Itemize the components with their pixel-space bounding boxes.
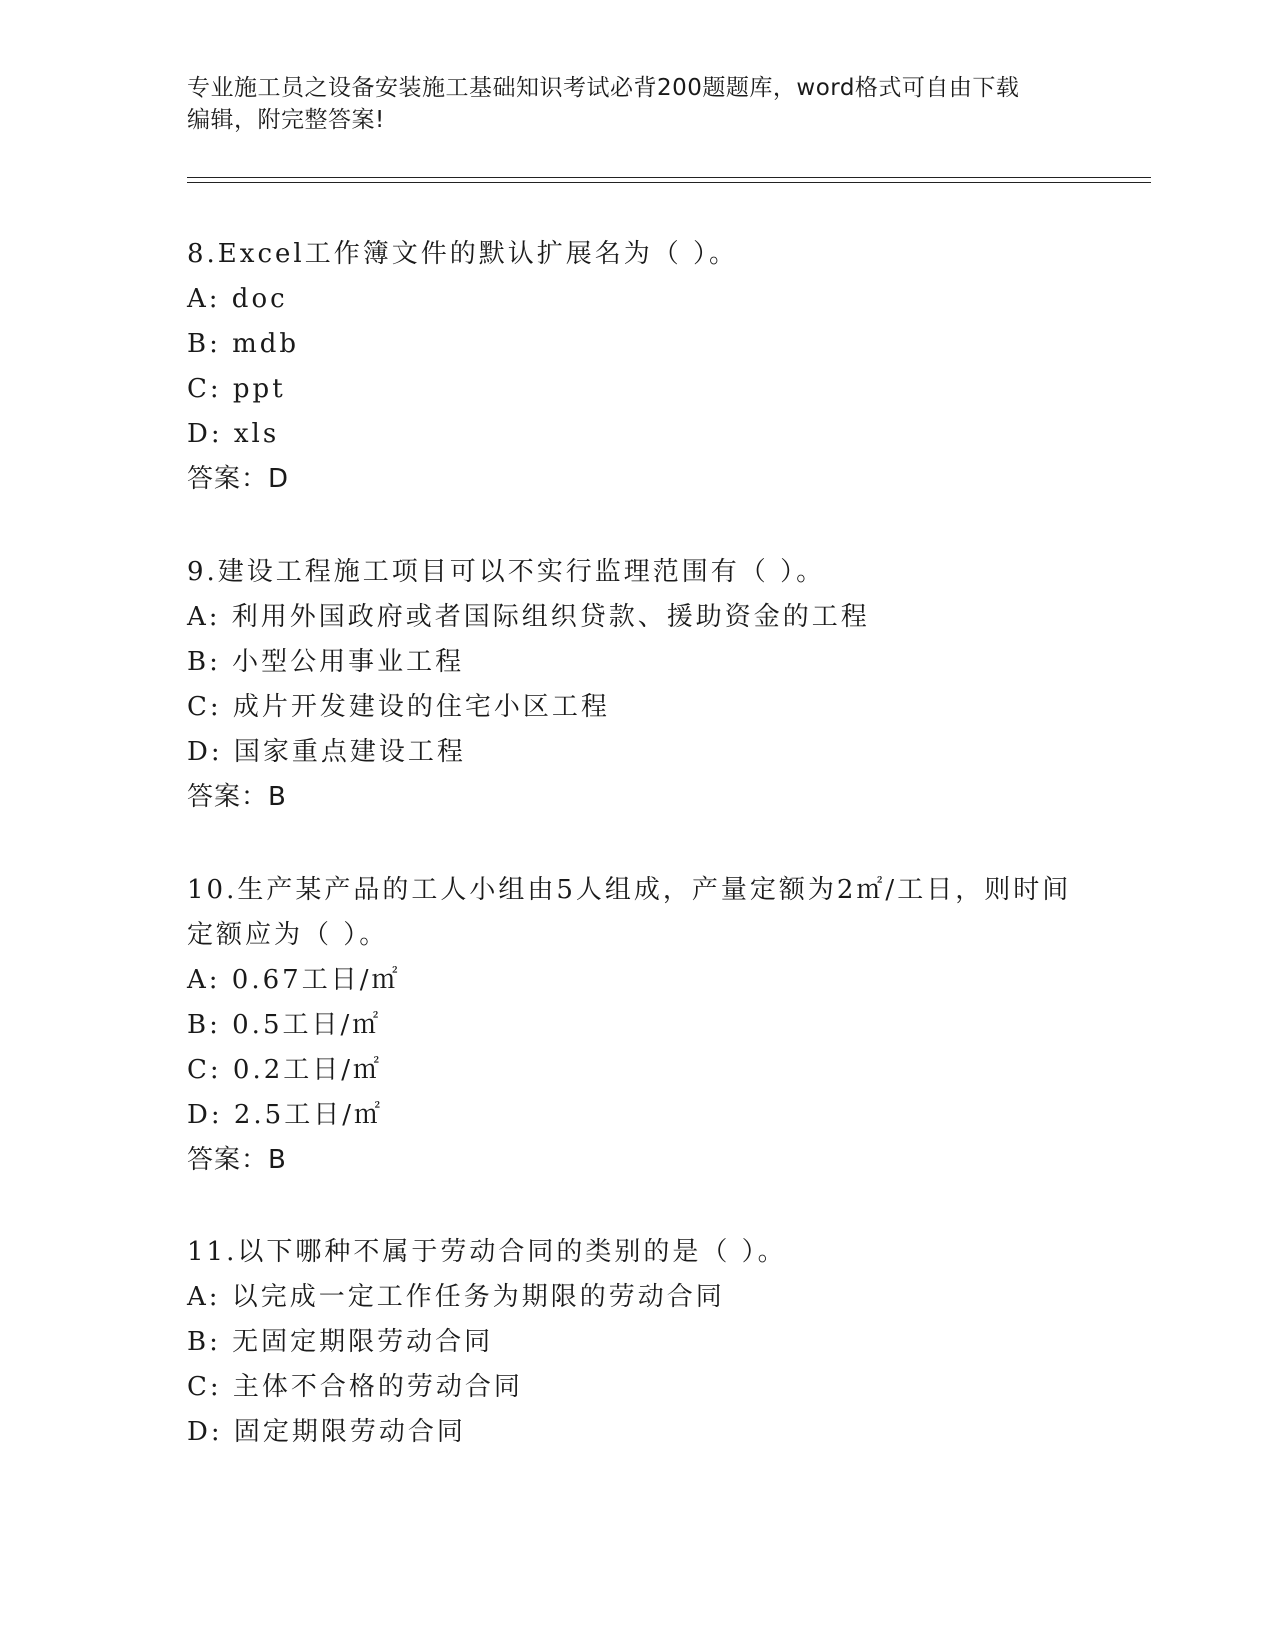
header-line-2: 编辑，附完整答案!	[187, 107, 385, 133]
question-stem: 8.Excel工作簿文件的默认扩展名为（ ）。	[187, 239, 738, 269]
option-b: B: mdb	[187, 329, 300, 359]
answer: 答案：B	[187, 1145, 287, 1175]
question-stem: 11.以下哪种不属于劳动合同的类别的是（ ）。	[187, 1237, 787, 1267]
option-a: A: 0.67工日/㎡	[187, 965, 401, 995]
option-a: A: doc	[187, 284, 288, 314]
question-stem-line-2: 定额应为（ ）。	[187, 920, 389, 950]
question-9	[187, 550, 1087, 820]
document-header	[187, 72, 1067, 136]
header-line-1: 专业施工员之设备安装施工基础知识考试必背200题题库，word格式可自由下载	[187, 75, 1020, 101]
option-d: D: xls	[187, 419, 280, 449]
option-d: D: 国家重点建设工程	[187, 737, 466, 767]
option-b: B: 小型公用事业工程	[187, 647, 465, 677]
option-d: D: 2.5工日/㎡	[187, 1100, 383, 1130]
question-8	[187, 232, 1087, 502]
option-a: A: 以完成一定工作任务为期限的劳动合同	[187, 1282, 725, 1312]
answer: 答案：D	[187, 464, 290, 494]
option-b: B: 0.5工日/㎡	[187, 1010, 382, 1040]
question-stem-line-1: 10.生产某产品的工人小组由5人组成，产量定额为2㎡/工日，则时间	[187, 875, 1072, 905]
option-c: C: ppt	[187, 374, 286, 404]
option-a: A: 利用外国政府或者国际组织贷款、援助资金的工程	[187, 602, 870, 632]
option-c: C: 成片开发建设的住宅小区工程	[187, 692, 610, 722]
header-double-rule	[187, 177, 1151, 183]
question-10	[187, 868, 1087, 1183]
answer: 答案：B	[187, 782, 287, 812]
question-stem: 9.建设工程施工项目可以不实行监理范围有（ ）。	[187, 557, 826, 587]
option-d: D: 固定期限劳动合同	[187, 1417, 466, 1447]
option-b: B: 无固定期限劳动合同	[187, 1327, 494, 1357]
option-c: C: 主体不合格的劳动合同	[187, 1372, 523, 1402]
option-c: C: 0.2工日/㎡	[187, 1055, 383, 1085]
question-11	[187, 1230, 1087, 1455]
